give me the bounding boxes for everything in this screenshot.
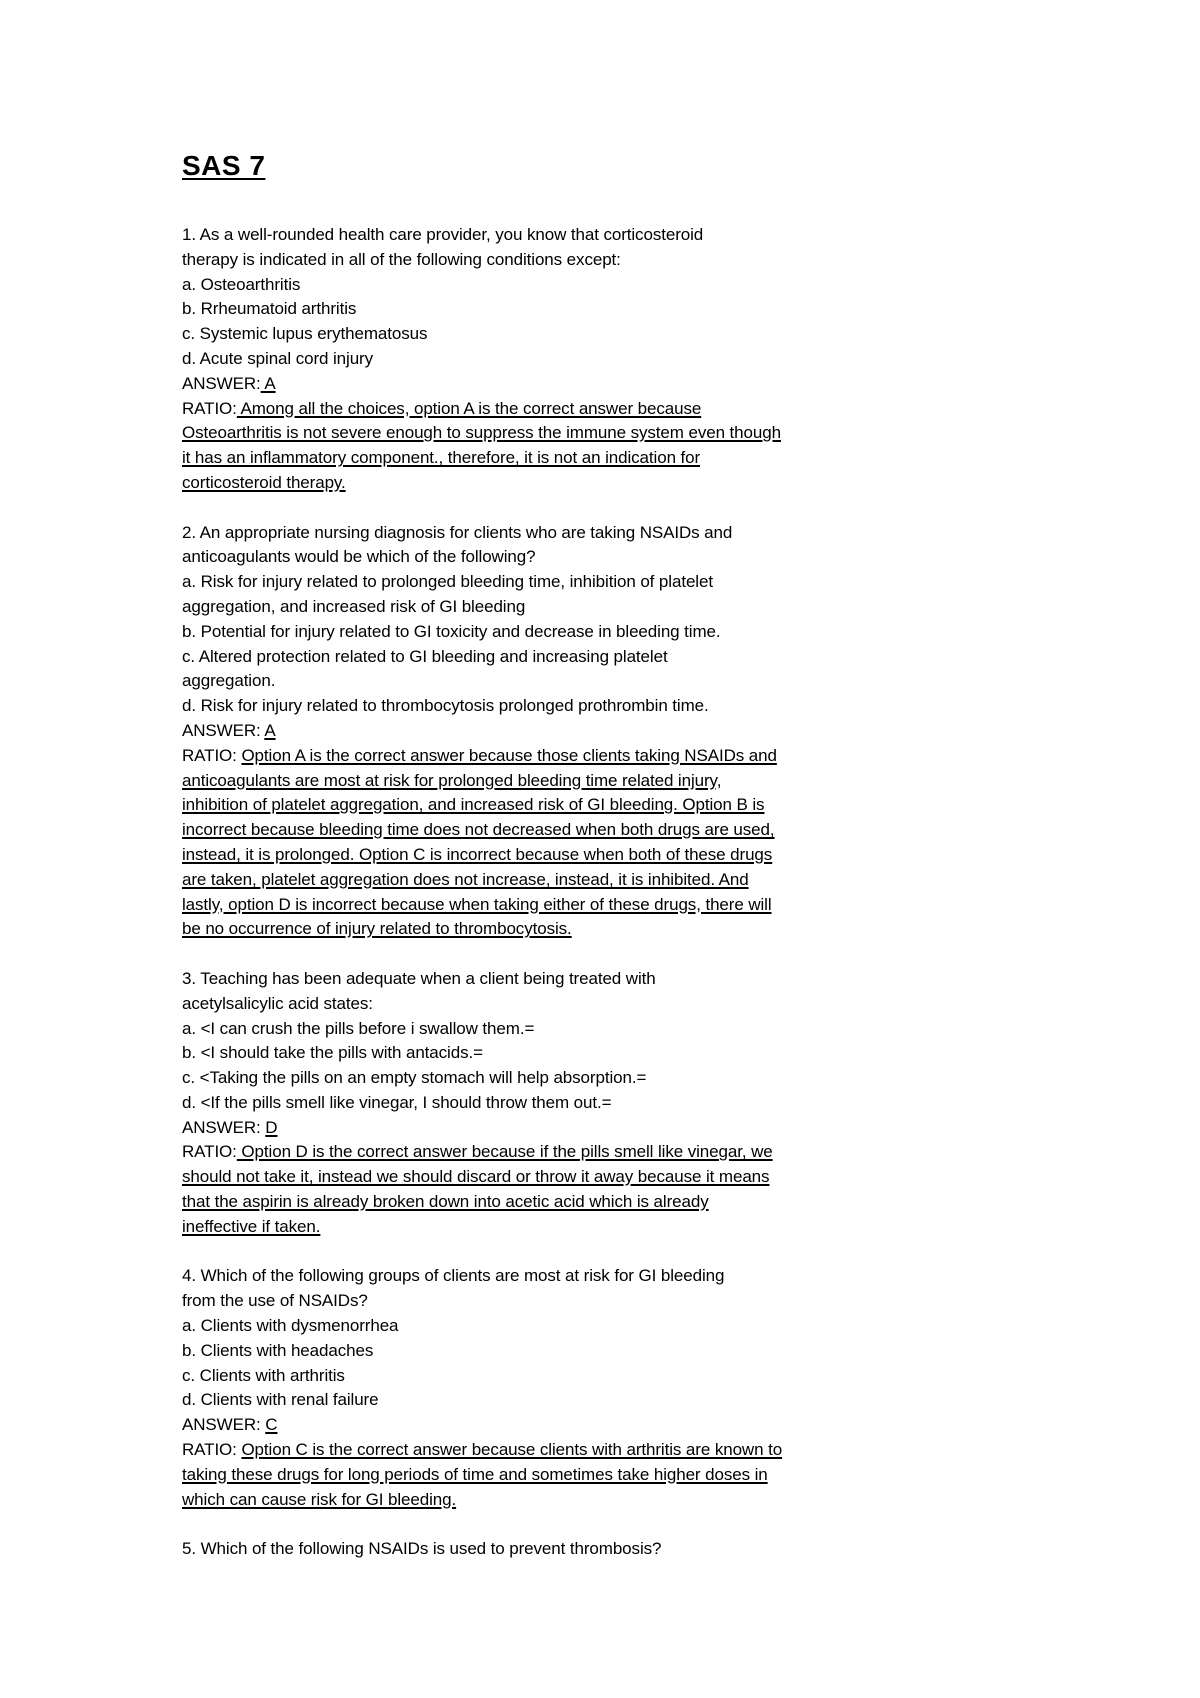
- paragraph-gap: [182, 942, 902, 967]
- answer-line: [182, 719, 902, 744]
- answer-option: [182, 645, 902, 695]
- answer-label: ANSWER:: [182, 1415, 266, 1435]
- answer-option-line: aggregation, and increased risk of GI bleeding: [182, 596, 526, 616]
- rationale-label: RATIO:: [182, 1142, 237, 1162]
- answer-label: ANSWER:: [182, 720, 265, 740]
- rationale-text: taking these drugs for long periods of time and sometimes take higher doses in: [182, 1464, 768, 1484]
- rationale-line: [182, 744, 902, 769]
- paragraph-gap: [182, 1240, 902, 1265]
- answer-option: [182, 297, 902, 322]
- answer-option: [182, 1364, 902, 1389]
- rationale-line: [182, 818, 902, 843]
- question-block: [182, 521, 902, 943]
- rationale-line: [182, 1488, 902, 1513]
- rationale-text: incorrect because bleeding time does not decreased when both drugs are used,: [182, 820, 775, 840]
- answer-option: [182, 347, 902, 372]
- question-stem-line: acetylsalicylic acid states:: [182, 993, 373, 1013]
- answer-value: A: [260, 373, 276, 393]
- answer-option-line: a. Clients with dysmenorrhea: [182, 1316, 399, 1336]
- rationale-text: should not take it, instead we should discard or throw it away because it means: [182, 1167, 770, 1187]
- rationale-line: [182, 917, 902, 942]
- answer-line: [182, 1413, 902, 1438]
- rationale-text: Osteoarthritis is not severe enough to suppress the immune system even though: [182, 423, 781, 443]
- question-stem-line: from the use of NSAIDs?: [182, 1291, 368, 1311]
- answer-line: [182, 1116, 902, 1141]
- answer-option: [182, 273, 902, 298]
- answer-option: [182, 694, 902, 719]
- answer-option: [182, 1041, 902, 1066]
- rationale-text: instead, it is prolonged. Option C is incorrect because when both of these drugs: [182, 844, 773, 864]
- answer-value: A: [264, 720, 276, 740]
- question-stem-line: 4. Which of the following groups of clients are most at risk for GI bleeding: [182, 1266, 725, 1286]
- question-stem-line: 1. As a well-rounded health care provider, you know that corticosteroid: [182, 225, 704, 244]
- rationale-label: RATIO:: [182, 1440, 242, 1460]
- answer-option: [182, 1339, 902, 1364]
- rationale-line: [182, 1438, 902, 1463]
- rationale-line: [182, 1463, 902, 1488]
- document-title: SAS 7: [182, 150, 266, 181]
- answer-option-line: d. <If the pills smell like vinegar, I should throw them out.=: [182, 1092, 612, 1112]
- rationale-text: that the aspirin is already broken down into acetic acid which is already: [182, 1192, 709, 1212]
- rationale-text: anticoagulants are most at risk for prolonged bleeding time related injury,: [182, 770, 722, 790]
- question-block: [182, 967, 902, 1240]
- rationale-line: [182, 397, 902, 422]
- paragraph-gap: [182, 1512, 902, 1537]
- answer-option-line: c. Altered protection related to GI bleeding and increasing platelet: [182, 646, 668, 666]
- answer-label: ANSWER:: [182, 373, 261, 393]
- answer-option-line: b. Rrheumatoid arthritis: [182, 299, 357, 319]
- rationale-text: be no occurrence of injury related to thrombocytosis.: [182, 919, 572, 939]
- answer-option: [182, 1091, 902, 1116]
- rationale-text: Option C is the correct answer because clients with arthritis are known to: [241, 1440, 783, 1460]
- answer-option-line: d. Risk for injury related to thrombocytosis prolonged prothrombin time.: [182, 696, 709, 716]
- answer-option-line: a. <I can crush the pills before i swallow them.=: [182, 1018, 535, 1038]
- rationale-line: [182, 421, 902, 446]
- paragraph-gap: [182, 496, 902, 521]
- answer-option-line: c. <Taking the pills on an empty stomach will help absorption.=: [182, 1068, 647, 1088]
- rationale-text: lastly, option D is incorrect because when taking either of these drugs, there will: [182, 894, 772, 914]
- question-block: [182, 1264, 902, 1512]
- answer-option-line: a. Osteoarthritis: [182, 274, 301, 294]
- answer-option-line: a. Risk for injury related to prolonged bleeding time, inhibition of platelet: [182, 572, 713, 592]
- rationale-line: [182, 1190, 902, 1215]
- answer-option: [182, 570, 902, 620]
- answer-option: [182, 620, 902, 645]
- answer-option-line: aggregation.: [182, 671, 276, 691]
- answer-option-line: b. <I should take the pills with antacids.=: [182, 1043, 483, 1063]
- answer-option-line: d. Clients with renal failure: [182, 1390, 379, 1410]
- rationale-line: [182, 1215, 902, 1240]
- answer-option: [182, 1314, 902, 1339]
- rationale-text: Option D is the correct answer because if the pills smell like vinegar, we: [236, 1142, 773, 1162]
- question-block: [182, 223, 902, 496]
- question-stem-line: 5. Which of the following NSAIDs is used to prevent thrombosis?: [182, 1539, 662, 1559]
- rationale-line: [182, 446, 902, 471]
- question-stem-line: therapy is indicated in all of the following conditions except:: [182, 249, 621, 269]
- answer-value: C: [265, 1415, 278, 1435]
- rationale-label: RATIO:: [182, 398, 237, 418]
- answer-option-line: b. Potential for injury related to GI toxicity and decrease in bleeding time.: [182, 621, 721, 641]
- rationale-text: Option A is the correct answer because those clients taking NSAIDs and: [241, 745, 777, 765]
- rationale-label: RATIO:: [182, 745, 242, 765]
- rationale-text: ineffective if taken.: [182, 1216, 321, 1236]
- rationale-line: [182, 893, 902, 918]
- answer-option-line: d. Acute spinal cord injury: [182, 348, 374, 368]
- answer-option: [182, 322, 902, 347]
- answer-option: [182, 1017, 902, 1042]
- rationale-line: [182, 868, 902, 893]
- question-stem-line: 3. Teaching has been adequate when a client being treated with: [182, 968, 656, 988]
- rationale-line: [182, 1140, 902, 1165]
- answer-line: [182, 372, 902, 397]
- answer-option-line: c. Systemic lupus erythematosus: [182, 324, 428, 344]
- rationale-line: [182, 1165, 902, 1190]
- rationale-text: Among all the choices, option A is the correct answer because: [236, 398, 702, 418]
- rationale-text: corticosteroid therapy.: [182, 472, 346, 492]
- question-list: [182, 223, 902, 1562]
- rationale-line: [182, 843, 902, 868]
- rationale-line: [182, 769, 902, 794]
- answer-option-line: b. Clients with headaches: [182, 1340, 374, 1360]
- answer-label: ANSWER:: [182, 1117, 266, 1137]
- question-stem-line: 2. An appropriate nursing diagnosis for clients who are taking NSAIDs and: [182, 522, 733, 542]
- answer-option: [182, 1066, 902, 1091]
- answer-option: [182, 1388, 902, 1413]
- rationale-text: which can cause risk for GI bleeding.: [182, 1489, 457, 1509]
- question-stem-line: anticoagulants would be which of the following?: [182, 547, 536, 567]
- rationale-text: are taken, platelet aggregation does not increase, instead, it is inhibited. And: [182, 869, 749, 889]
- rationale-text: it has an inflammatory component., therefore, it is not an indication for: [182, 448, 701, 468]
- answer-value: D: [265, 1117, 278, 1137]
- rationale-line: [182, 471, 902, 496]
- rationale-text: inhibition of platelet aggregation, and increased risk of GI bleeding. Option B is: [182, 795, 765, 815]
- rationale-line: [182, 793, 902, 818]
- answer-option-line: c. Clients with arthritis: [182, 1365, 345, 1385]
